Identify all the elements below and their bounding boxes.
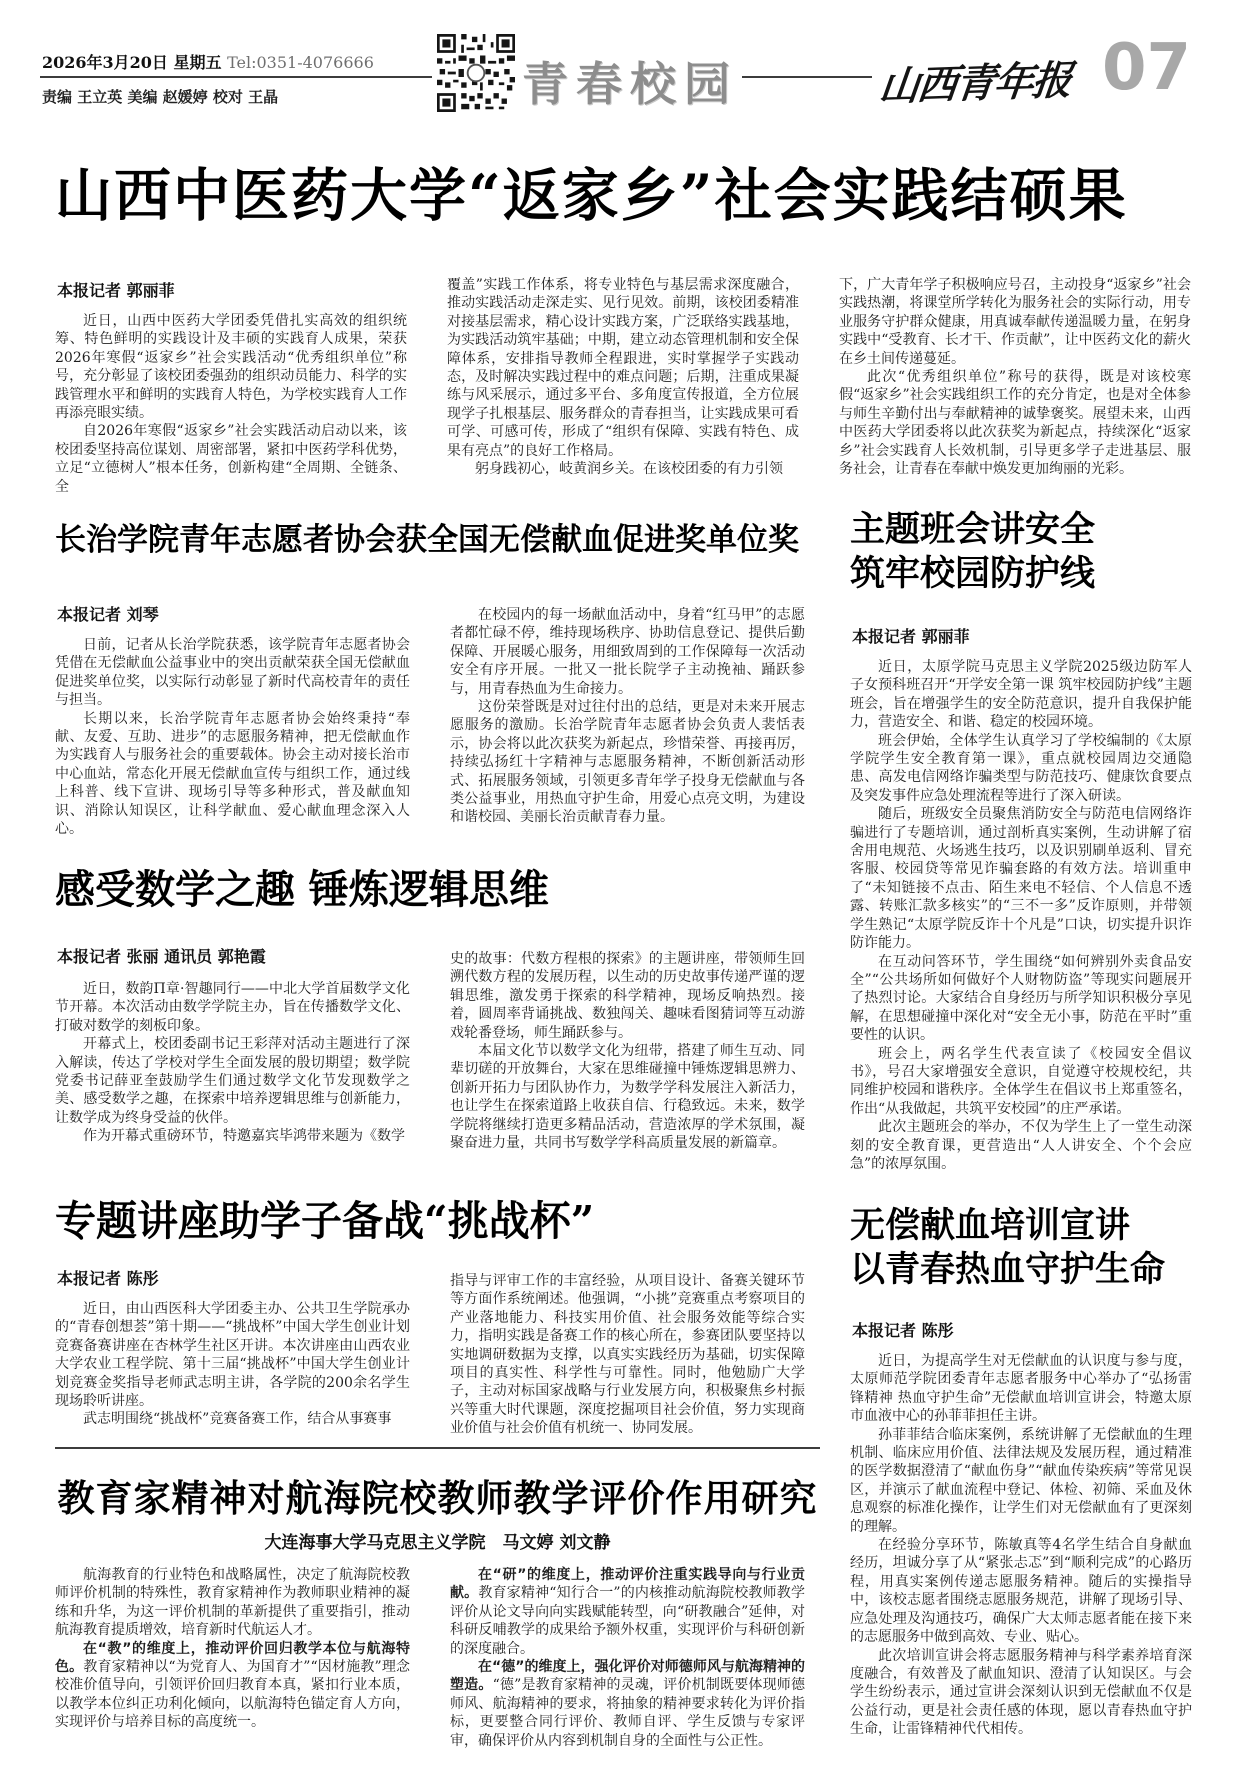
paragraph: 近日，由山西医科大学团委主办、公共卫生学院承办的“青春创想荟”第十期——“挑战杯”中国大学生创业计划竞赛备赛讲座在杏林学生社区开讲。本次讲座由山西农业大学农业工程学院、第十三届“挑战杯”中国大学生创业计划竞赛金奖指导老师武志明主讲，各学院的200余名学生现场聆听讲座。 [55, 1301, 410, 1410]
paragraph: 指导与评审工作的丰富经验，从项目设计、备赛关键环节等方面作系统阐述。他强调，“小挑”竞赛重点考察项目的产业落地能力、科技实用价值、社会服务效能等综合实力，指明实践是备赛工作的核心所在，参赛团队要坚持以实地调研数据为支撑，以真实实践经历为基础，切实保障项目的真实性、科学性与可靠性。同时，他勉励广大学子，主动对标国家战略与行业发展方向，积极聚焦乡村振兴等重大时代课题，深度挖掘项目社会价值，努力实现商业价值与社会价值有机统一、协同发展。 [450, 1273, 805, 1437]
tiaozhanbei-article-headline: 专题讲座助学子备战“挑战杯” [55, 1197, 595, 1245]
changzhi-article-col1 [55, 636, 410, 838]
banhui-article-byline: 本报记者 郭丽菲 [852, 627, 970, 646]
header-date [42, 50, 374, 73]
header-staff: 责编 王立英 美编 赵媛婷 校对 王晶 [42, 88, 279, 106]
banhui-headline-line2: 筑牢校园防护线 [850, 552, 1096, 594]
paragraph: 近日，太原学院马克思主义学院2025级边防军人子女预科班召开“开学安全第一课 筑牢校园防护线”主题班会，旨在增强学生的安全防范意识，提升自我保护能力，营造安全、和谐、稳定的校园环境。 [850, 659, 1192, 731]
jiaoyujia-article-headline: 教育家精神对航海院校教师教学评价作用研究 [57, 1476, 818, 1520]
xianxue-article-body [850, 1352, 1192, 1739]
paragraph: 随后，班级安全员聚焦消防安全与防范电信网络诈骗进行了专题培训，通过剖析真实案例，生动讲解了宿舍用电规范、火场逃生技巧，以及识别刷单返利、冒充客服、校园贷等常见诈骗套路的有效方法。培训重申了“未知链接不点击、陌生来电不轻信、个人信息不透露、转账汇款多核实”的“三不一多”反诈原则，并带领学生熟记“太原学院反诈十个凡是”口诀，切实提升识诈防诈能力。 [850, 806, 1192, 952]
paragraph: 班会上，两名学生代表宣读了《校园安全倡议书》，号召大家增强安全意识，自觉遵守校规校纪，共同维护校园和谐秩序。全体学生在倡议书上郑重签名，作出“从我做起，共筑平安校园”的庄严承诺。 [850, 1045, 1192, 1117]
phone-number: Tel:0351-4076666 [227, 53, 374, 72]
changzhi-article-headline: 长治学院青年志愿者协会获全国无偿献血促进奖单位奖 [55, 522, 799, 558]
tiaozhanbei-article-byline: 本报记者 陈彤 [57, 1269, 159, 1288]
paragraph: 此次主题班会的举办，不仅为学生上了一堂生动深刻的安全教育课，更营造出“人人讲安全、个个会应急”的浓厚氛围。 [850, 1119, 1192, 1172]
header-rule-left [40, 76, 432, 78]
banhui-article-headline [850, 508, 1095, 596]
masthead-logo: 山西青年报 [876, 56, 1073, 111]
paragraph-lead: 在“研”的维度上，推动评价注重实践导向与行业贡献。 [450, 1567, 805, 1602]
xianxue-headline-line2: 以青春热血守护生命 [850, 1248, 1166, 1290]
paragraph: 武志明围绕“挑战杯”竞赛备赛工作，结合从事赛事 [83, 1411, 392, 1428]
section-title: 青春校园 [522, 57, 738, 111]
paragraph: 覆盖”实践工作体系，将专业特色与基层需求深度融合，推动实践活动走深走实、见行见效。前期，该校团委精准对接基层需求，精心设计实践方案，广泛联络实践基地，为实践活动筑牢基础；中期，建立动态管理机制和安全保障体系，安排指导教师全程跟进，实时掌握学子实践动态，及时解决实践过程中的难点问题；后期，注重成果凝练与风采展示，通过多平台、多角度宣传报道，全方位展现学子扎根基层、服务群众的青春担当，让实践成果可看可学、可感可传，形成了“组织有保障、实践有特色、成果有亮点”的良好工作格局。 [447, 277, 799, 459]
lead-article-col3 [839, 276, 1191, 478]
paragraph: 在互动问答环节，学生围绕“如何辨别外卖食品安全”“公共场所如何做好个人财物防盗”等现实问题展开了热烈讨论。大家结合自身经历与所学知识积极分享见解，在思想碰撞中深化对“安全无小事，防范在平时”重要性的认识。 [850, 953, 1192, 1044]
paragraph: 在“德”的维度上，强化评价对师德师风与航海精神的塑造。“德”是教育家精神的灵魂，评价机制既要体现师德师风、航海精神的要求，将抽象的精神要求转化为评价指标，更要整合同行评价、教师自评、学生反馈与专家评审，确保评价从内容到机制自身的全面性与公正性。 [450, 1659, 805, 1749]
paragraph: 在经验分享环节，陈敏真等4名学生结合自身献血经历，坦诚分享了从“紧张忐忑”到“顺利完成”的心路历程，用真实案例传递志愿服务精神。随后的实操指导中，该校志愿者围绕志愿服务规范，讲解了现场引导、应急处理及沟通技巧，确保广大太师志愿者能在接下来的志愿服务中做到高效、专业、贴心。 [850, 1537, 1192, 1646]
lead-article-headline: 山西中医药大学“返家乡”社会实践结硕果 [55, 162, 1128, 229]
paragraph: 下，广大青年学子积极响应号召，主动投身“返家乡”社会实践热潮，将课堂所学转化为服务社会的实际行动，用专业服务守护群众健康，用真诚奉献传递温暖力量，在躬身实践中“受教育、长才干、作贡献”，让中医药文化的薪火在乡土间传递蔓延。 [839, 277, 1191, 367]
paragraph: 本届文化节以数学文化为纽带，搭建了师生互动、同辈切磋的开放舞台，大家在思维碰撞中锤炼逻辑思辨力、创新开拓力与团队协作力，为数学学科发展注入新活力，也让学生在探索道路上收获自信、行稳致远。未来，数学学院将继续打造更多精品活动，营造浓厚的学术氛围，凝聚奋进力量，共同书写数学学科高质量发展的新篇章。 [450, 1043, 805, 1152]
paragraph: 此次“优秀组织单位”称号的获得，既是对该校寒假“返家乡”社会实践组织工作的充分肯定，也是对全体参与师生辛勤付出与奉献精神的诚挚褒奖。展望未来，山西中医药大学团委将以此次获奖为新起点，持续深化“返家乡”社会实践育人长效机制，引导更多学子走进基层、服务社会，让青春在奉献中焕发更加绚丽的光彩。 [839, 369, 1191, 478]
paragraph: 作为开幕式重磅环节，特邀嘉宾毕鸿带来题为《数学 [83, 1128, 405, 1145]
tiaozhanbei-article-col2 [450, 1272, 805, 1438]
header-rule-right [742, 76, 872, 78]
changzhi-article-col2 [450, 606, 805, 827]
paragraph: 躬身践初心，岐黄润乡关。在该校团委的有力引领 [475, 461, 783, 478]
lead-article-byline: 本报记者 郭丽菲 [57, 281, 175, 300]
paragraph: 此次培训宣讲会将志愿服务精神与科学素养培育深度融合，有效普及了献血知识、澄清了认知误区。与会学生纷纷表示，通过宣讲会深刻认识到无偿献血不仅是公益行动，更是社会责任感的体现，愿以青春热血守护生命，让雷锋精神代代相传。 [850, 1647, 1192, 1738]
xianxue-article-byline: 本报记者 陈彤 [852, 1321, 954, 1340]
math-article-headline: 感受数学之趣 锤炼逻辑思维 [55, 866, 549, 913]
qr-code-icon [437, 34, 515, 112]
xianxue-article-headline [850, 1204, 1165, 1292]
paragraph-lead: 在“教”的维度上，推动评价回归教学本位与航海特色。 [55, 1640, 410, 1676]
paragraph: 近日，数韵Π章·智趣同行——中北大学首届数学文化节开幕。本次活动由数学学院主办，旨在传播数学文化、打破对数学的刻板印象。 [55, 981, 410, 1034]
math-article-col2 [450, 950, 805, 1152]
paragraph: 开幕式上，校团委副书记王彩萍对活动主题进行了深入解读，传达了学校对学生全面发展的殷切期望；数学院党委书记薛亚奎鼓励学生们通过数学文化节发现数学之美、感受数学之趣，在探索中培养逻辑思维与创新能力，让数学成为终身受益的伙伴。 [55, 1036, 410, 1126]
xianxue-headline-line1: 无偿献血培训宣讲 [850, 1205, 1131, 1246]
paragraph: 自2026年寒假“返家乡”社会实践活动启动以来，该校团委坚持高位谋划、周密部署，紧扣中医药学科优势，立足“立德树人”根本任务，创新构建“全周期、全链条、全 [55, 423, 407, 495]
date-text: 2026年3月20日 星期五 [42, 53, 222, 72]
paragraph: 航海教育的行业特色和战略属性，决定了航海院校教师评价机制的特殊性，教育家精神作为教师职业精神的凝练和升华，为这一评价机制的革新提供了重要指引，推动航海教育提质增效，培育新时代航运人才。 [55, 1567, 410, 1639]
paragraph: 班会伊始，全体学生认真学习了学校编制的《太原学院学生安全教育第一课》，重点就校园周边交通隐患、高发电信网络诈骗类型与防范技巧、健康饮食要点及突发事件应急处理流程等进行了深入研读。 [850, 732, 1192, 804]
paragraph: 近日，为提高学生对无偿献血的认识度与参与度，太原师范学院团委青年志愿者服务中心举办了“弘扬雷锋精神 热血守护生命”无偿献血培训宣讲会，特邀太原市血液中心的孙菲菲担任主讲。 [850, 1353, 1192, 1425]
paragraph: 史的故事：代数方程根的探索》的主题讲座，带领师生回溯代数方程的发展历程，以生动的历史故事传递严谨的逻辑思维，激发勇于探索的科学精神，现场反响热烈。接着，圆周率背诵挑战、数独闯关、趣味看图猜词等互动游戏轮番登场，师生踊跃参与。 [450, 951, 805, 1041]
paragraph: 长期以来，长治学院青年志愿者协会始终秉持“奉献、友爱、互助、进步”的志愿服务精神，把无偿献血作为实践育人与服务社会的重要载体。协会主动对接长治市中心血站，常态化开展无偿献血宣传与组织工作，通过线上科普、线下宣讲、现场引导等多种形式，普及献血知识、消除认知误区，让科学献血、爱心献血理念深入人心。 [55, 710, 410, 838]
paragraph: 在校园内的每一场献血活动中，身着“红马甲”的志愿者都忙碌不停，维持现场秩序、协助信息登记、提供后勤保障、开展暖心服务，用细致周到的工作保障每一次活动安全有序开展。一批又一批长院学子主动挽袖、踊跃参与，用青春热血为生命接力。 [450, 607, 805, 697]
jiaoyujia-article-col1 [55, 1566, 410, 1732]
paragraph: 这份荣誉既是对过往付出的总结，更是对未来开展志愿服务的激励。长治学院青年志愿者协会负责人裴恬表示，协会将以此次获奖为新起点，珍惜荣誉、再接再厉，持续弘扬红十字精神与志愿服务精神，不断创新活动形式、拓展服务领域，引领更多青年学子投身无偿献血与各类公益事业，用热血守护生命，用爱心点亮文明，为建设和谐校园、美丽长治贡献青春力量。 [450, 699, 805, 826]
lead-article-col2 [447, 276, 799, 478]
section-divider-rule [55, 1447, 820, 1449]
banhui-article-body [850, 658, 1192, 1173]
math-article-byline: 本报记者 张丽 通讯员 郭艳霞 [57, 947, 266, 966]
jiaoyujia-article-col2 [450, 1566, 805, 1750]
page-number: 07 [1102, 31, 1192, 105]
banhui-headline-line1: 主题班会讲安全 [850, 509, 1096, 550]
paragraph: 在“教”的维度上，推动评价回归教学本位与航海特色。教育家精神以“为党育人、为国育才”“因材施教”理念校准价值导向，引领评价回归教育本真，紧扣行业本质，以教学本位纠正功利化倾向，以航海特色锚定育人方向，实现评价与培养目标的高度统一。 [55, 1640, 410, 1731]
tiaozhanbei-article-col1 [55, 1300, 410, 1429]
lead-article-col1 [55, 312, 407, 496]
jiaoyujia-article-authors: 大连海事大学马克思主义学院 马文婷 刘文静 [264, 1533, 611, 1553]
paragraph-lead: 在“德”的维度上，强化评价对师德师风与航海精神的塑造。 [450, 1659, 805, 1694]
paragraph: 在“研”的维度上，推动评价注重实践导向与行业贡献。教育家精神“知行合一”的内核推动航海院校教师教学评价从论文导向向实践赋能转型，向“研教融合”延伸，对科研反哺教学的成果给予额外权重，实现评价与科研创新的深度融合。 [450, 1567, 805, 1657]
math-article-col1 [55, 980, 410, 1146]
paragraph: 日前，记者从长治学院获悉，该学院青年志愿者协会凭借在无偿献血公益事业中的突出贡献荣获全国无偿献血促进奖单位奖，以实际行动彰显了新时代高校青年的责任与担当。 [55, 637, 410, 709]
paragraph: 孙菲菲结合临床案例，系统讲解了无偿献血的生理机制、临床应用价值、法律法规及发展历程，通过精准的医学数据澄清了“献血伤身”“献血传染疾病”等常见误区，并演示了献血流程中登记、体检、初筛、采血及休息观察的标准化操作，让学生们对无偿献血有了更深刻的理解。 [850, 1426, 1192, 1535]
changzhi-article-byline: 本报记者 刘琴 [57, 605, 159, 624]
paragraph: 近日，山西中医药大学团委凭借扎实高效的组织统筹、特色鲜明的实践设计及丰硕的实践育人成果，荣获2026年寒假“返家乡”社会实践活动“优秀组织单位”称号，充分彰显了该校团委强劲的组织动员能力、科学的实践管理水平和鲜明的实践育人特色，为学校实践育人工作再添亮眼实绩。 [55, 313, 407, 422]
